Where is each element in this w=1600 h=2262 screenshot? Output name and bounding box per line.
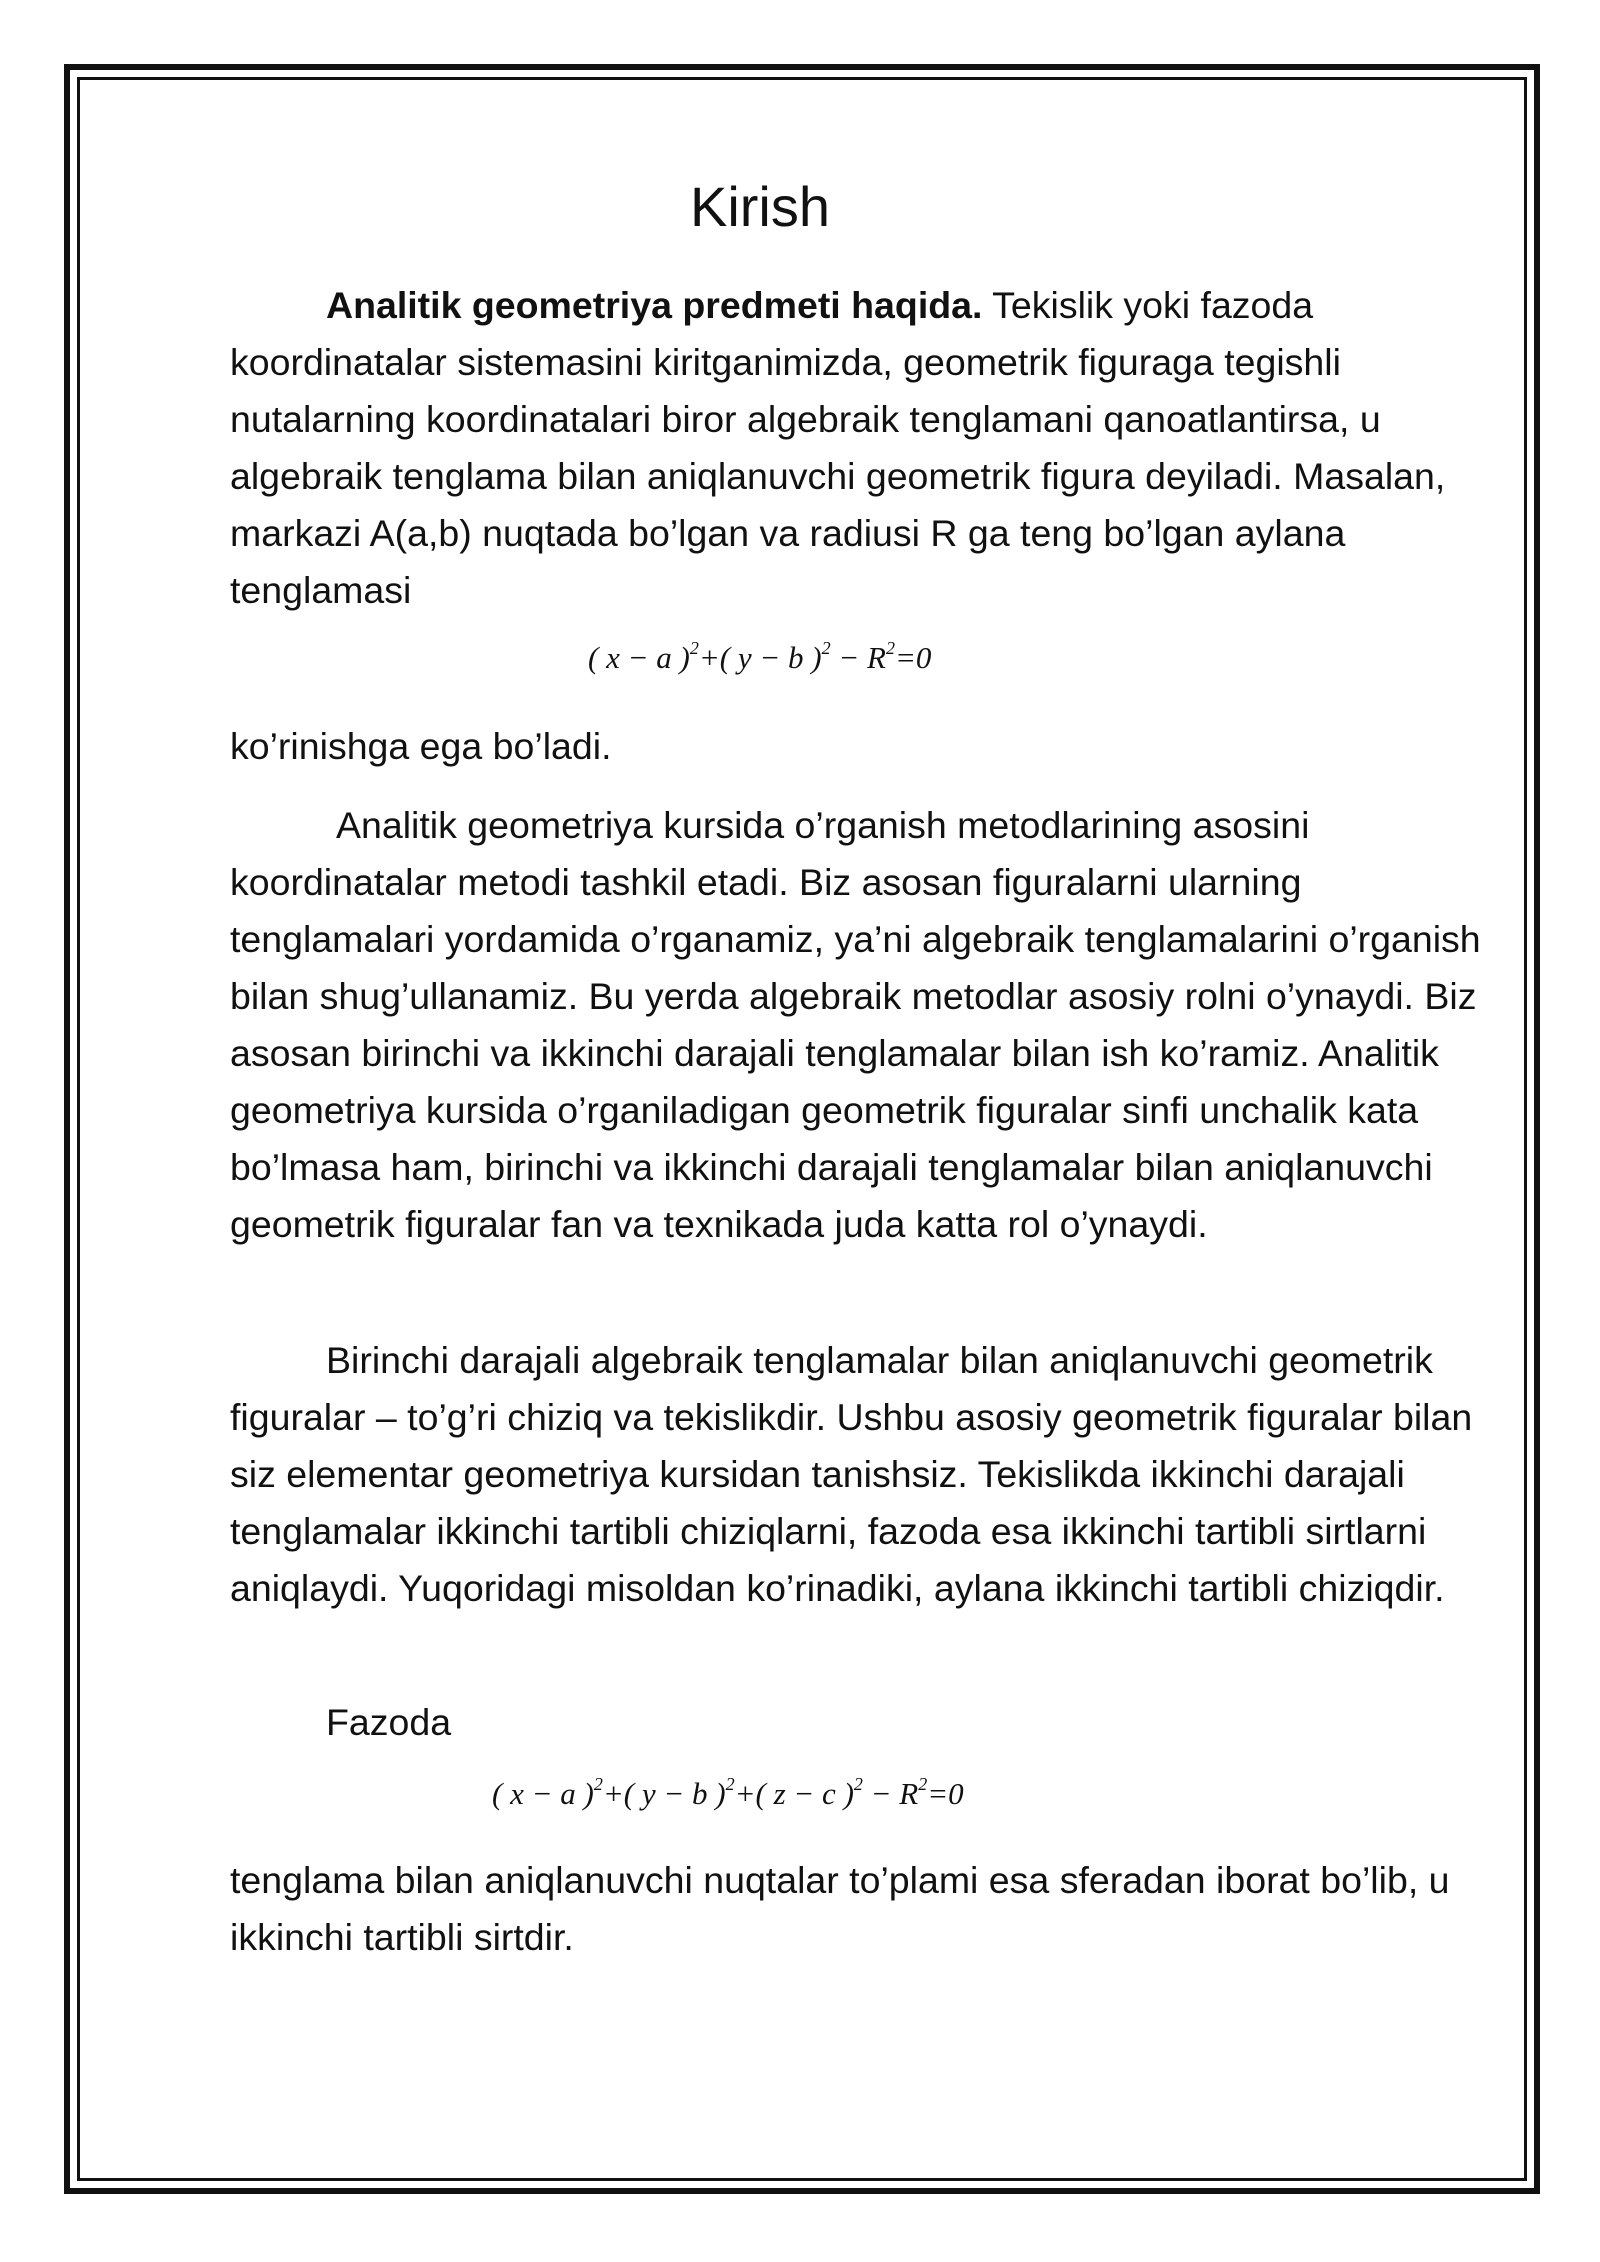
paragraph-lead: Analitik geometriya predmeti haqida. <box>326 284 983 326</box>
formula-exponent: 2 <box>885 638 895 658</box>
formula-exponent: 2 <box>593 1774 603 1794</box>
formula-exponent: 2 <box>918 1774 928 1794</box>
paragraph-intro <box>230 277 1490 619</box>
formula-exponent: 2 <box>853 1774 863 1794</box>
formula-part: +( y − b ) <box>602 1776 726 1811</box>
formula-part: − R <box>862 1776 919 1811</box>
formula-part: − R <box>830 640 886 675</box>
formula-part: =0 <box>927 1776 964 1811</box>
paragraph-first-degree: Birinchi darajali algebraik tenglamalar bilan aniqlanuvchi geometrik figuralar – to’g’ri chiziq va tekislikdir. Ushbu asosiy geometrik figuralar bilan siz elementar geometriya kursidan tanishsiz. Tekislikda ikkinchi darajali tenglamalar ikkinchi tartibli chiziqlarni, fazoda esa ikkinchi tartibli sirtlarni aniqlaydi. Yuqoridagi misoldan ko’rinadiki, aylana ikkinchi tartibli chiziqdir. <box>230 1339 1473 1609</box>
formula-exponent: 2 <box>689 638 699 658</box>
paragraph-intro-text: Tekislik yoki fazoda koordinatalar sistemasini kiritganimizda, geometrik figuraga tegishli nutalarning koordinatalari biror algebraik tenglamani qanoatlantirsa, u algebraik tenglama bilan aniqlanuvchi geometrik figura deyiladi. Masalan, markazi A(a,b) nuqtada bo’lgan va radiusi R ga teng bo’lgan aylana tenglamasi <box>230 284 1446 611</box>
formula-part: =0 <box>894 640 932 675</box>
formula-part: +( y − b ) <box>698 640 822 675</box>
formula-part: ( x − a ) <box>492 1776 594 1811</box>
formula-exponent: 2 <box>725 1774 735 1794</box>
formula-exponent: 2 <box>821 638 831 658</box>
page-title: Kirish <box>689 175 831 238</box>
paragraph-sphere: tenglama bilan aniqlanuvchi nuqtalar to’plami esa sferadan iborat bo’lib, u ikkinchi tartibli sirtdir. <box>230 1859 1450 1958</box>
paragraph-result: ko’rinishga ega bo’ladi. <box>230 725 612 767</box>
paragraph-methods: Analitik geometriya kursida o’rganish metodlarining asosini koordinatalar metodi tashkil etadi. Biz asosan figuralarni ularning tenglamalari yordamida o’rganamiz, ya’ni algebraik tenglamalarini o’rganish bilan shug’ullanamiz. Bu yerda algebraik metodlar asosiy rolni o’ynaydi. Biz asosan birinchi va ikkinchi darajali tenglamalar bilan ish ko’ramiz. Analitik geometriya kursida o’rganiladigan geometrik figuralar sinfi unchalik kata bo’lmasa ham, birinchi va ikkinchi darajali tenglamalar bilan aniqlanuvchi geometrik figuralar fan va texnikada juda katta rol o’ynaydi. <box>230 804 1481 1245</box>
sphere-equation <box>492 1774 1600 1814</box>
formula-part: +( z − c ) <box>734 1776 854 1811</box>
circle-equation <box>588 638 1600 678</box>
paragraph-space-lead: Fazoda <box>326 1701 452 1743</box>
formula-part: ( x − a ) <box>588 640 690 675</box>
